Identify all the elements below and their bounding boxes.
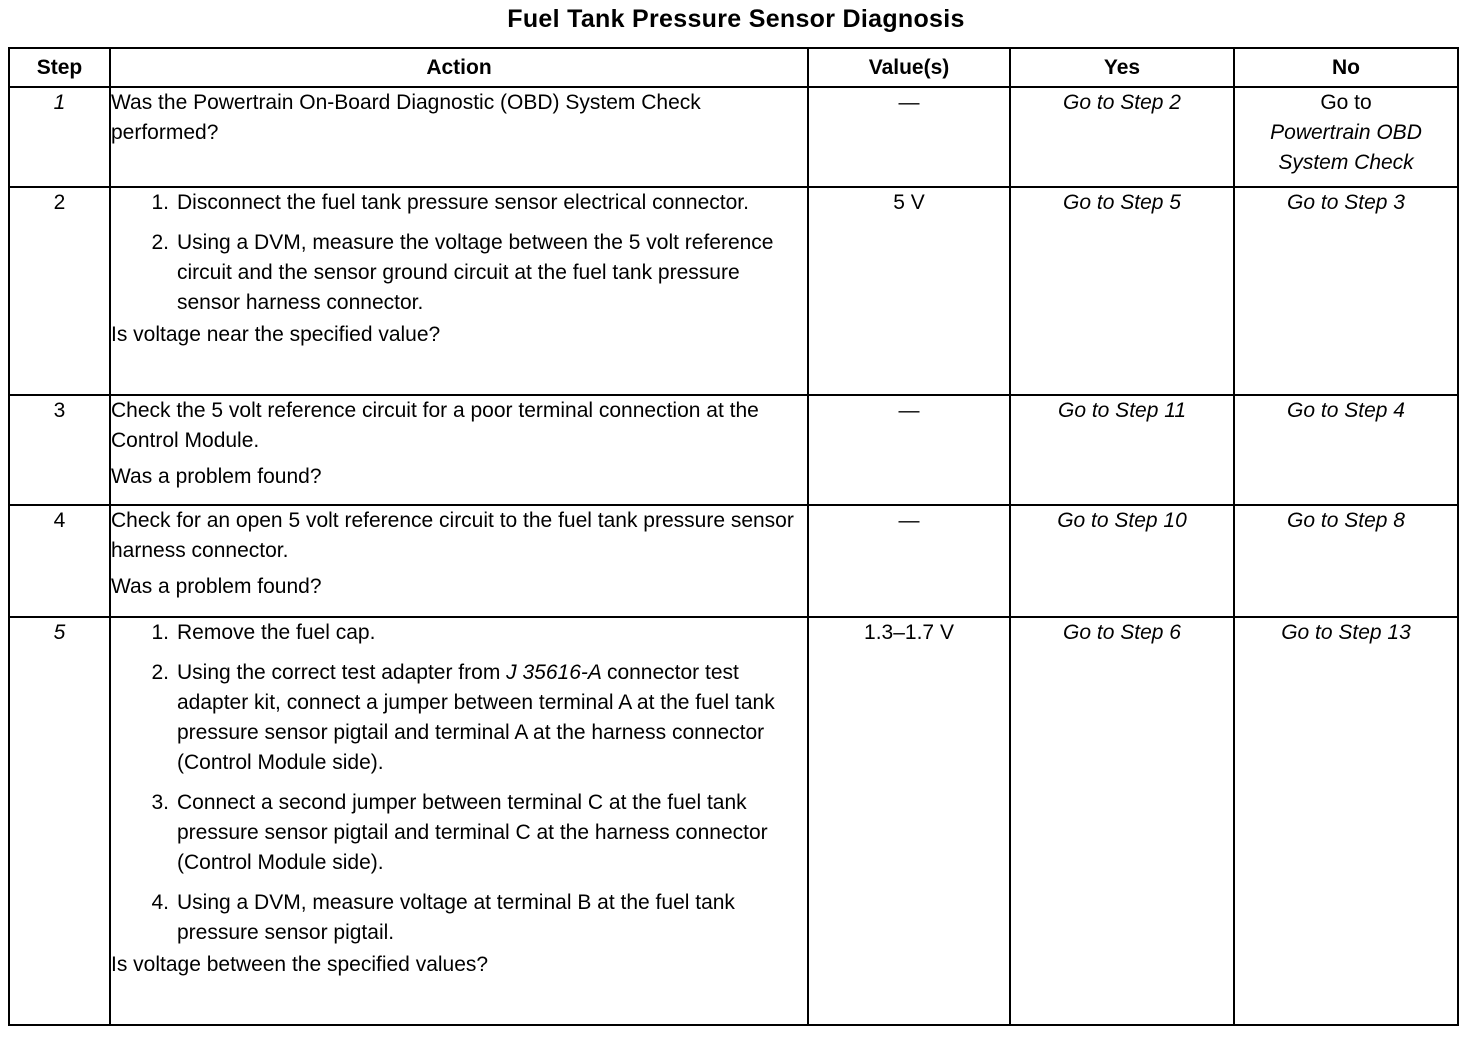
action-step xyxy=(151,788,807,878)
action-text: Check for an open 5 volt reference circuit to the fuel tank pressure sensor harness connector. xyxy=(111,509,794,562)
header-values: Value(s) xyxy=(808,48,1010,87)
step-list-number: 2. xyxy=(151,231,169,254)
table-row xyxy=(9,87,1458,187)
value-cell: — xyxy=(808,87,1010,187)
no-cell-line: System Check xyxy=(1278,151,1414,174)
step-number: 1 xyxy=(9,87,110,187)
header-action: Action xyxy=(110,48,808,87)
action-text: Check the 5 volt reference circuit for a poor terminal connection at the Control Module. xyxy=(111,399,759,452)
yes-cell: Go to Step 5 xyxy=(1010,187,1234,395)
action-question: Is voltage between the specified values? xyxy=(111,953,489,976)
header-row xyxy=(9,48,1458,87)
action-step-text: Remove the fuel cap. xyxy=(177,621,376,644)
no-cell xyxy=(1234,87,1458,187)
page-title: Fuel Tank Pressure Sensor Diagnosis xyxy=(507,5,965,33)
step-list-number: 1. xyxy=(151,621,169,644)
action-step-text: Using a DVM, measure voltage at terminal B at the fuel tank pressure sensor pigtail. xyxy=(177,891,735,944)
header-step: Step xyxy=(9,48,110,87)
diagnosis-table xyxy=(8,47,1459,1026)
action-step xyxy=(151,228,807,318)
step-number: 3 xyxy=(9,395,110,505)
no-cell: Go to Step 8 xyxy=(1234,505,1458,617)
value-cell: — xyxy=(808,395,1010,505)
action-step-text-continued: connector test adapter kit, connect a jumper between terminal A at the fuel tank pressure sensor pigtail and terminal A at the harness connector (Control Module side). xyxy=(177,661,775,774)
yes-cell: Go to Step 2 xyxy=(1010,87,1234,187)
no-cell-line: Go to xyxy=(1320,91,1372,114)
action-question: Was a problem found? xyxy=(111,465,322,488)
no-cell: Go to Step 13 xyxy=(1234,617,1458,1025)
action-cell xyxy=(110,505,808,617)
action-step-text: Using a DVM, measure the voltage between the 5 volt reference circuit and the sensor ground circuit at the fuel tank pressure sensor harness connector. xyxy=(177,231,774,314)
value-cell: — xyxy=(808,505,1010,617)
table-row xyxy=(9,505,1458,617)
header-no: No xyxy=(1234,48,1458,87)
table-row xyxy=(9,617,1458,1025)
tool-reference: J 35616-A xyxy=(506,661,607,684)
step-list-number: 1. xyxy=(151,191,169,214)
action-cell xyxy=(110,395,808,505)
step-number: 2 xyxy=(9,187,110,395)
no-cell-line: Powertrain OBD xyxy=(1270,121,1422,144)
action-steps-list xyxy=(111,188,807,318)
table-row xyxy=(9,187,1458,395)
action-step-text: Connect a second jumper between terminal C at the fuel tank pressure sensor pigtail and terminal C at the harness connector (Control Module side). xyxy=(177,791,768,874)
no-cell: Go to Step 3 xyxy=(1234,187,1458,395)
action-steps-list xyxy=(111,618,807,948)
action-cell xyxy=(110,187,808,395)
action-cell xyxy=(110,617,808,1025)
action-step-text: Using the correct test adapter from xyxy=(177,661,501,684)
step-number: 5 xyxy=(9,617,110,1025)
action-question: Was a problem found? xyxy=(111,575,322,598)
step-number: 4 xyxy=(9,505,110,617)
yes-cell: Go to Step 6 xyxy=(1010,617,1234,1025)
action-question: Is voltage near the specified value? xyxy=(111,323,441,346)
action-step xyxy=(151,618,807,648)
step-list-number: 3. xyxy=(151,791,169,814)
yes-cell: Go to Step 11 xyxy=(1010,395,1234,505)
action-step xyxy=(151,658,807,778)
action-cell xyxy=(110,87,808,187)
action-step xyxy=(151,188,807,218)
action-step xyxy=(151,888,807,948)
header-yes: Yes xyxy=(1010,48,1234,87)
table-row xyxy=(9,395,1458,505)
action-step-text: Disconnect the fuel tank pressure sensor electrical connector. xyxy=(177,191,749,214)
action-text: Was the Powertrain On-Board Diagnostic (OBD) System Check performed? xyxy=(111,91,701,144)
no-cell: Go to Step 4 xyxy=(1234,395,1458,505)
step-list-number: 2. xyxy=(151,661,169,684)
value-cell: 5 V xyxy=(808,187,1010,395)
value-cell: 1.3–1.7 V xyxy=(808,617,1010,1025)
yes-cell: Go to Step 10 xyxy=(1010,505,1234,617)
step-list-number: 4. xyxy=(151,891,169,914)
